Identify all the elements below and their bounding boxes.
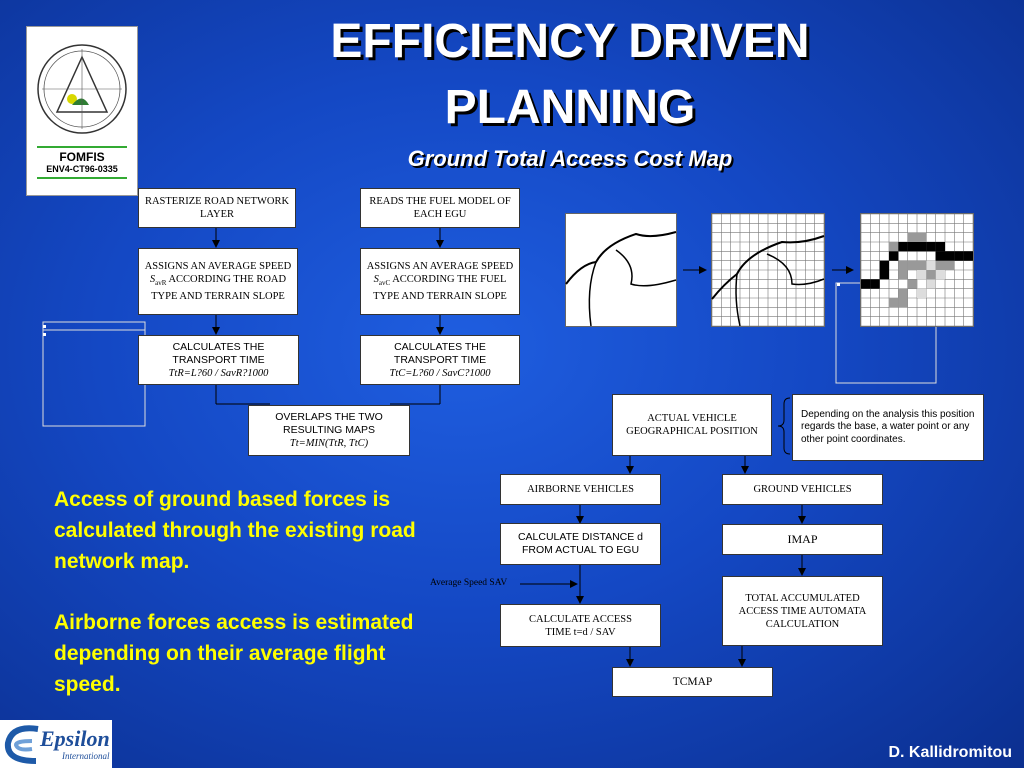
rasterize-road-label: RASTERIZE ROAD NETWORK LAYER [144,196,290,220]
logo-code: ENV4-CT96-0335 [46,164,118,174]
transport-fuel-line2: TRANSPORT TIME [393,353,487,366]
author-name: D. Kallidromitou [888,744,1012,761]
rasterize-road-box [138,188,296,228]
road-map-panel [565,213,677,327]
transport-time-fuel-box [360,335,520,385]
imap-label: IMAP [787,532,818,546]
calc-distance-label: CALCULATE DISTANCE d FROM ACTUAL TO EGU [517,531,644,556]
road-network-illustration [566,214,676,326]
overlap-formula: Tt=MIN(TtR, TtC) [289,438,369,449]
total-access-time-label: TOTAL ACCUMULATED ACCESS TIME AUTOMATA CALCULATION [738,592,867,630]
transport-time-road-box [138,335,299,385]
read-fuel-model-label: READS THE FUEL MODEL OF EACH EGU [369,196,511,220]
actual-position-label: ACTUAL VEHICLE GEOGRAPHICAL POSITION [626,413,758,437]
slide-title-line1: EFFICIENCY DRIVEN [330,15,810,68]
ground-vehicles-box [722,474,883,505]
ground-vehicles-label: GROUND VEHICLES [753,484,852,495]
position-note-text: Depending on the analysis this position regards the base, a water point or any other point coordinates. [801,408,975,445]
slide-subtitle: Ground Total Access Cost Map [407,146,733,171]
actual-position-box [612,394,772,456]
epsilon-name: Epsilon [40,726,110,751]
overlap-maps-box [248,405,410,456]
calc-access-time-box [500,604,661,647]
cost-map-panel [860,213,974,327]
assign-speed-road-label: ASSIGNS AN AVERAGE SPEED $S_{avR}$ ACCORDING THE ROAD TYPE AND TERRAIN SLOPE [144,260,292,303]
airborne-vehicles-label: AIRBORNE VEHICLES [527,484,634,495]
logo-name: FOMFIS [59,150,105,164]
transport-road-line2: TRANSPORT TIME [172,353,265,366]
ground-access-paragraph: Access of ground based forces is calculated through the existing road network map. [54,488,416,573]
epsilon-swirl-icon [2,721,42,767]
airborne-vehicles-box [500,474,661,505]
calc-access-line2: TIME t=d / SAV [545,626,616,638]
avg-speed-label: Average Speed SAV [430,578,508,588]
transport-fuel-line1: CALCULATES THE [394,340,486,353]
transport-fuel-formula: TtC=L?60 / SavC?1000 [389,367,491,379]
tcmap-box [612,667,773,697]
read-fuel-model-box [360,188,520,228]
position-note-box [792,394,984,461]
tcmap-label: TCMAP [672,675,713,688]
assign-speed-fuel-label: ASSIGNS AN AVERAGE SPEED $S_{avC}$ ACCORDING THE FUEL TYPE AND TERRAIN SLOPE [366,260,514,303]
cost-grid-illustration [861,214,973,326]
imap-box [722,524,883,555]
assign-speed-fuel-box [360,248,520,315]
epsilon-logo [0,720,112,768]
slide-title-line2: PLANNING [444,81,696,134]
rasterized-map-panel [711,213,825,327]
overlap-line2: RESULTING MAPS [283,424,375,436]
transport-road-formula: TtR=L?60 / SavR?1000 [168,367,269,379]
overlap-line1: OVERLAPS THE TWO [275,411,383,423]
epsilon-sub: International [62,751,110,761]
assign-speed-road-box [138,248,298,315]
calc-distance-box [500,523,661,565]
calc-access-line1: CALCULATE ACCESS [529,613,632,625]
airborne-access-paragraph: Airborne forces access is estimated depending on their average flight speed. [54,611,414,696]
transport-road-line1: CALCULATES THE [172,340,265,353]
rasterized-grid-illustration [712,214,824,326]
total-access-time-box [722,576,883,646]
